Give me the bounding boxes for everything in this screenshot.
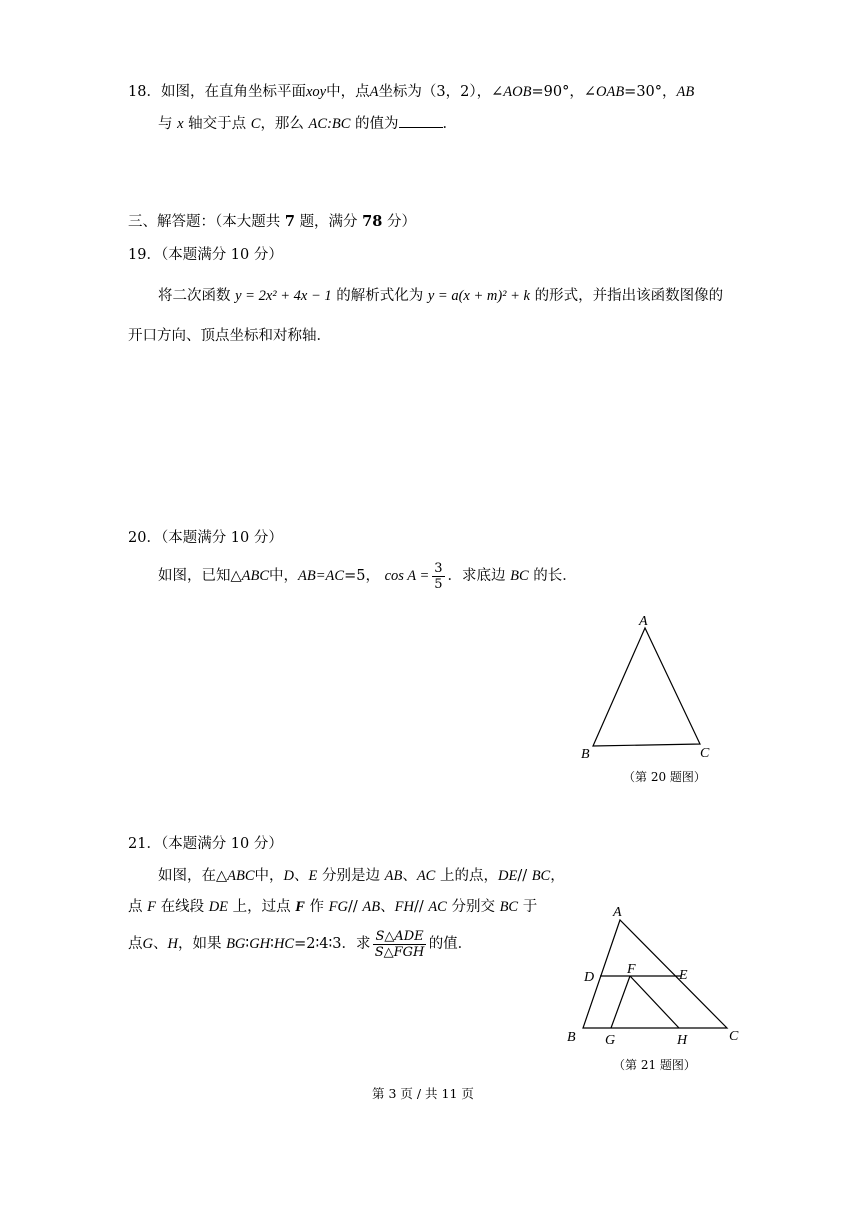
fig21-caption: （第 21 题图）: [613, 1058, 696, 1072]
q21-header: 21．（本题满分 10 分）: [128, 836, 283, 852]
q18-line1: 18．如图，在直角坐标平面xoy中，点A坐标为（3，2），∠AOB=90°，∠OAB=30°，AB: [128, 84, 695, 100]
q19-line1: 将二次函数 y = 2x² + 4x − 1 的解析式化为 y = a(x + m)² + k 的形式，并指出该函数图像的: [158, 288, 724, 304]
q20-text: 如图，已知△ABC中，AB=AC=5， cos A = $\frac{3}{5}$ ．求底边 BC 的长．: [158, 560, 577, 592]
figure-20: [570, 608, 720, 768]
fig20-label-b: B: [581, 747, 590, 762]
triangle-abc: [593, 628, 700, 746]
figure-21: [560, 900, 750, 1050]
fig20-caption: （第 20 题图）: [623, 770, 706, 784]
segment-fg: [611, 976, 630, 1028]
fig21-label-b: B: [567, 1030, 576, 1045]
q19-line2: 开口方向、顶点坐标和对称轴．: [128, 328, 331, 344]
section-heading: 三、解答题：（本大题共 7 题，满分 78 分）: [128, 213, 416, 230]
answer-blank: [399, 113, 443, 128]
fig21-label-d: D: [584, 970, 595, 985]
q21-line3: 点G、H，如果 BG∶GH∶HC=2∶4∶3．求 $\frac{\text{S△ADE}}{\text{S△FGH}}$ 的值．: [128, 928, 473, 960]
triangle-abc-21: [583, 920, 727, 1028]
fig21-label-a: A: [613, 905, 622, 920]
q21-line2: 点 F 在线段 DE 上，过点 F 作 FG// AB、FH// AC 分别交 BC 于: [128, 899, 538, 915]
q18-line2: 与 x 轴交于点 C，那么 AC:BC 的值为 ．: [158, 113, 457, 134]
q20-header: 20．（本题满分 10 分）: [128, 530, 283, 546]
fig21-label-g: G: [605, 1033, 616, 1048]
page-footer: 第 3 页 / 共 11 页: [372, 1086, 474, 1101]
cos-fraction: $\frac{3}{5}$: [434, 560, 443, 592]
fig21-label-e: E: [679, 968, 688, 983]
area-ratio-fraction: $\frac{\text{S△ADE}}{\text{S△FGH}}$: [374, 928, 425, 960]
fig20-label-a: A: [639, 614, 648, 629]
q19-header: 19．（本题满分 10 分）: [128, 247, 283, 263]
segment-fh: [630, 976, 679, 1028]
q21-line1: 如图，在△ABC中，D、E 分别是边 AB、AC 上的点，DE// BC，: [158, 868, 565, 884]
fig20-label-c: C: [700, 746, 710, 761]
fig21-label-f: F: [627, 962, 636, 977]
fig21-label-c: C: [729, 1029, 739, 1044]
fig21-label-h: H: [677, 1033, 688, 1048]
